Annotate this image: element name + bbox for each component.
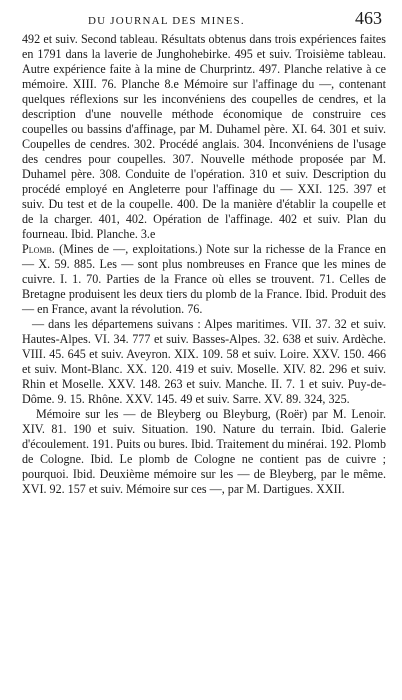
paragraph-departements: — dans les départemens suivans : Alpes maritimes. VII. 37. 32 et suiv. Hautes-Alpes. VI. 34. 777 et suiv. Basses-Alpes. 32. 638 et suiv. Ardèche. VIII. 45. 645 et suiv. Aveyron. XIX. 109. 58 et suiv. Loire. XXV. 150. 466 et suiv. Mont-Blanc. XX. 120. 419 et suiv. Moselle. XIV. 82. 296 et suiv. Rhin et Moselle. XXV. 148. 263 et suiv. Manche. II. 7. 1 et suiv. Puy-de-Dôme. 9. 15. Rhône. XXV. 145. 49 et suiv. Sarre. XV. 89. 324, 325. [22,317,386,406]
paragraph-continuation: 492 et suiv. Second tableau. Résultats obtenus dans trois expériences faites en 1791 dans la laverie de Junghohebirke. 495 et suiv. Troisième tableau. Autre expérience faite à la mine de Churprintz. 497. Planche relative à ce mémoire. XIII. 76. Planche 8.e Mémoire sur l'affinage du —, contenant quelques réflexions sur les inconvéniens des coupelles de cendres, et la description d'une nouvelle méthode économique de construire ces coupelles ou bassins d'affinage, par M. Duhamel père. XI. 64. 301 et suiv. Coupelles de cendres. 302. Procédé anglais. 304. Inconvéniens de l'usage des cendres pour coupelles. 307. Nouvelle méthode proposée par M. Duhamel père. 308. Conduite de l'opération. 310 et suiv. Description du procédé employé en Angleterre pour l'affinage du — XXI. 125. 397 et suiv. Du test et de la coupelle. 400. De la manière d'établir la coupelle et de la charger. 401, 402. Opération de l'affinage. 402 et suiv. Plan du fourneau. Ibid. Planche. 3.e [22,32,386,241]
paragraph-bleyberg: Mémoire sur les — de Bleyberg ou Bleyburg, (Roër) par M. Lenoir. XIV. 81. 190 et suiv. Situation. 190. Nature du terrain. Ibid. Galerie d'écoulement. 191. Puits ou bures. Ibid. Traitement du minérai. 192. Plomb de Cologne. Ibid. Le plomb de Cologne ne contient pas de cuivre ; pourquoi. Ibid. Deuxième mémoire sur les — de Bleyberg, par le même. XVI. 92. 157 et suiv. Mémoire sur ces —, par M. Dartigues. XXII. [22,407,386,496]
entry-text: (Mines de —, exploitations.) Note sur la richesse de la France en — X. 59. 885. Les — sont plus nombreuses en France que les mines de cuivre. I. 1. 70. Parties de la France où elles se trouvent. 71. Celles de Bretagne produisent les deux tiers du plomb de la France. Ibid. Produit des — en France, avant la révolution. 76. [22,242,386,316]
page-header [0,6,402,32]
body-text [22,32,386,497]
page-number: 463 [355,8,382,28]
index-entry-plomb [22,242,386,317]
running-title: DU JOURNAL DES MINES. [88,15,245,27]
entry-heading: Plomb. [22,242,55,256]
